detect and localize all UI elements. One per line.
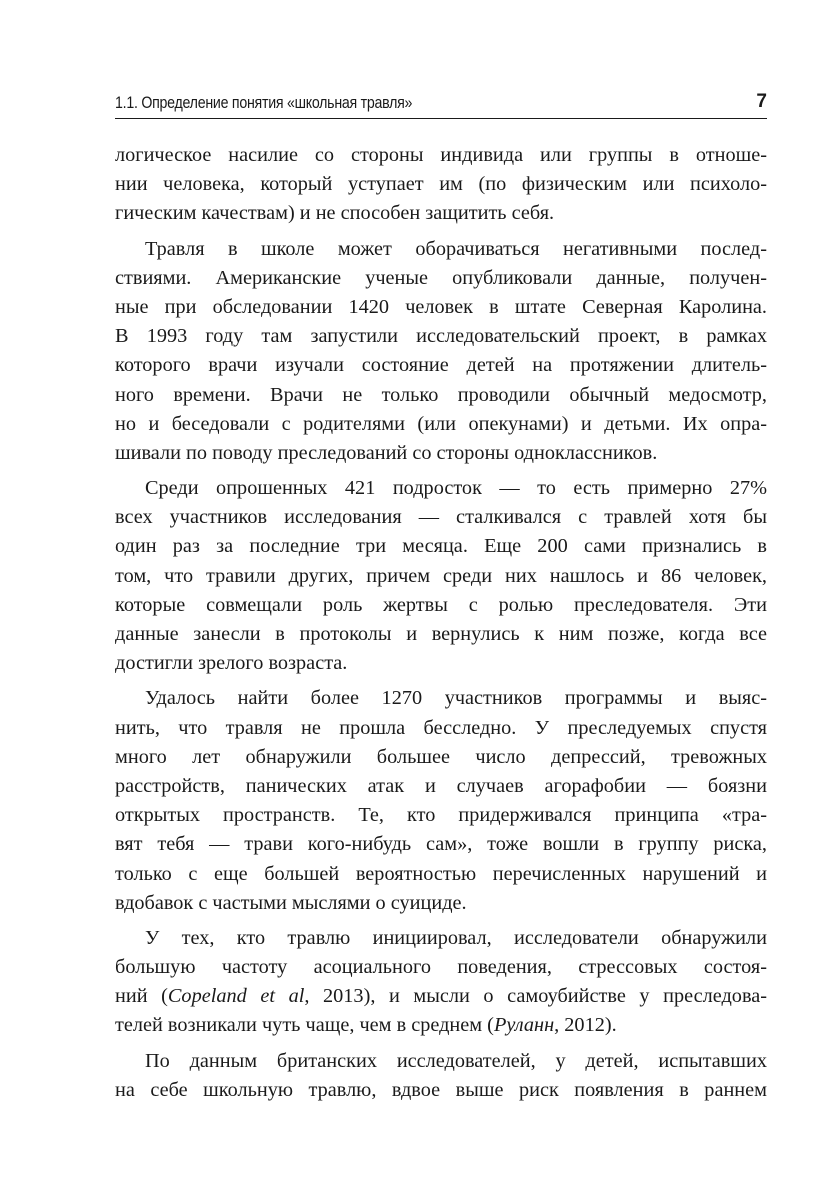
citation-author: Руланн [493, 1014, 555, 1037]
text-line: шивали по поводу преследований со стороны одноклассников. [115, 441, 658, 464]
book-page [115, 86, 767, 1111]
text-line: Травля в школе может оборачиваться негативными послед- [145, 237, 767, 260]
text-line [115, 1011, 767, 1040]
text-line: большую частоту асоциального поведения, стрессовых состоя- [115, 956, 767, 979]
running-head [115, 86, 767, 119]
text-line: но и беседовали с родителями (или опекунами) и детьми. Их опра- [115, 412, 767, 435]
citation-author: Copeland et al [167, 985, 305, 1008]
text-line: У тех, кто травлю инициировал, исследователи обнаружили [145, 926, 767, 949]
text-line: которого врачи изучали состояние детей на протяжении длитель- [115, 354, 767, 377]
text-line: данные занесли в протоколы и вернулись к ним позже, когда все [115, 623, 767, 645]
text-line: расстройств, панических атак и случаев агорафобии — боязни [115, 774, 767, 797]
text-line: на себе школьную травлю, вдвое выше риск появления в раннем [115, 1078, 767, 1101]
text-line: всех участников исследования — сталкивался с травлей хотя бы [115, 506, 767, 529]
text-line: вдобавок с частыми мыслями о суициде. [115, 891, 467, 914]
text-line: ствиями. Американские ученые опубликовали данные, получен- [115, 266, 767, 289]
paragraph [115, 1047, 767, 1105]
text-line: только с еще большей вероятностью перечисленных нарушений и [115, 862, 767, 885]
text-line [115, 982, 767, 1011]
text-line: нить, что травля не прошла бесследно. У преследуемых спустя [115, 716, 767, 739]
text-line: логическое насилие со стороны индивида или группы в отноше- [115, 144, 767, 166]
text-line: нии человека, который уступает им (по физическим или психоло- [115, 173, 767, 196]
text-line: вят тебя — трави кого-нибудь сам», тоже вошли в группу риска, [115, 833, 767, 856]
page-number: 7 [756, 91, 767, 112]
paragraph [115, 141, 767, 229]
text-line: один раз за последние три месяца. Еще 200 сами признались в [115, 535, 767, 558]
body-text [115, 141, 767, 1105]
text-line: достигли зрелого возраста. [115, 652, 348, 675]
paragraph [115, 924, 767, 1041]
text-line: том, что травили других, причем среди них нашлось и 86 человек, [115, 564, 767, 587]
text-line: много лет обнаружили большее число депрессий, тревожных [115, 745, 767, 768]
text-segment: , 2012). [554, 1014, 617, 1037]
text-line: По данным британских исследователей, у детей, испытавших [145, 1049, 767, 1072]
text-line: Удалось найти более 1270 участников программы и выяс- [145, 687, 767, 710]
paragraph [115, 684, 767, 918]
text-segment: , 2013), и мысли о самоубийстве у преследова- [304, 985, 768, 1008]
paragraph [115, 474, 767, 678]
text-segment: телей возникали чуть чаще, чем в среднем ( [115, 1014, 494, 1037]
text-line: которые совмещали роль жертвы с ролью преследователя. Эти [115, 593, 767, 616]
text-line: ного времени. Врачи не только проводили обычный медосмотр, [115, 383, 767, 406]
text-line: ные при обследовании 1420 человек в штате Северная Каролина. [115, 295, 767, 318]
section-title: 1.1. Определение понятия «школьная травля» [115, 94, 413, 112]
text-line: Среди опрошенных 421 подросток — то есть примерно 27% [145, 477, 767, 500]
text-line: гическим качествам) и не способен защитить себя. [115, 202, 555, 225]
text-line: открытых пространств. Те, кто придерживался принципа «тра- [115, 804, 767, 827]
paragraph [115, 235, 767, 469]
text-segment: ний ( [115, 985, 168, 1008]
text-line: В 1993 году там запустили исследовательский проект, в рамках [115, 325, 767, 348]
